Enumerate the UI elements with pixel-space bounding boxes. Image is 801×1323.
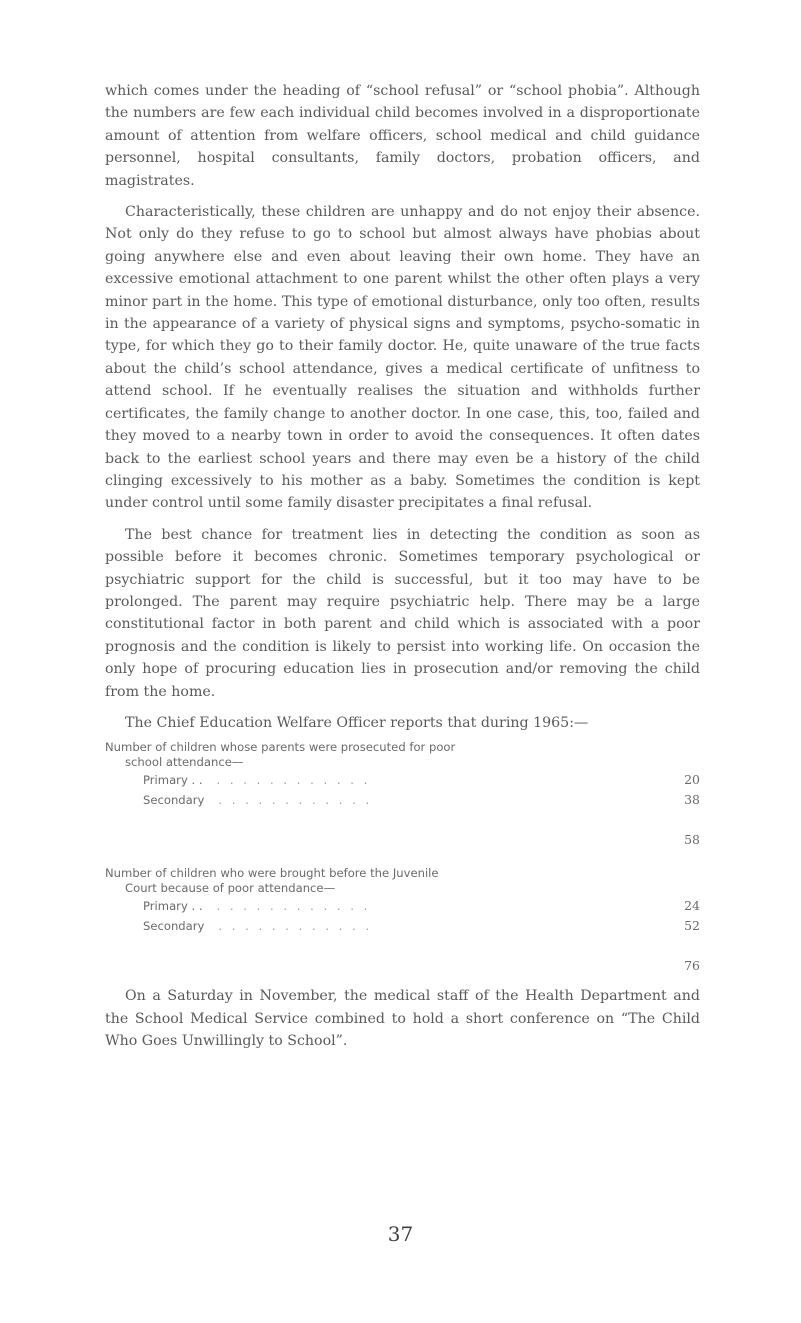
paragraph-school-refusal: which comes under the heading of “school refusal” or “school phobia”. Although the numbers are few each individual child becomes involved in a disproportionate amount of attention from welfare officers, school medical and child guidance personnel, hospital consultants, family doctors, probation officers, and magistrates.	[105, 83, 700, 189]
paragraph-characteristics: Characteristically, these children are unhappy and do not enjoy their absence. Not only do they refuse to go to school but almost always have phobias about going anywhere else and even about leaving their own home. They have an excessive emotional attachment to one parent whilst the other often plays a very minor part in the home. This type of emotional disturbance, only too often, results in the appearance of a variety of physical signs and symptoms, psycho-somatic in type, for which they go to their family doctor. He, quite unaware of the true facts about the child’s school attendance, gives a medical certificate of unfitness to attend school. If he eventually realises the situation and withholds further certificates, the family change to another doctor. In one case, this, too, failed and they moved to a nearby town in order to avoid the consequences. It often dates back to the earliest school years and there may even be a history of the child clinging excessively to his mother as a baby. Sometimes the condition is kept under control until some family disaster precipitates a final refusal.	[105, 204, 700, 512]
row-label: Secondary	[143, 919, 205, 934]
row-value: 24	[684, 898, 700, 914]
table-caption: Number of children whose parents were prosecuted for poor	[105, 740, 456, 755]
row-leader: . . . . . . . . . . . .	[218, 919, 373, 934]
table-caption: Number of children who were brought before the Juvenile	[105, 866, 439, 881]
table-total: 58	[684, 832, 700, 848]
juvenile-court-table	[105, 866, 700, 976]
row-leader: . . . . . . . . . . . .	[218, 793, 373, 808]
row-leader: . . . . . . . . . . . .	[216, 773, 371, 788]
paragraph-treatment: The best chance for treatment lies in detecting the condition as soon as possible before it becomes chronic. Sometimes temporary psychological or psychiatric support for the child is successful, but it too may have to be prolonged. The parent may require psychiatric help. There may be a large constitutional factor in both parent and child which is associated with a poor prognosis and the condition is likely to persist into working life. On occasion the only hope of procuring education lies in prosecution and/or removing the child from the home.	[105, 526, 700, 700]
table-caption-continued: Court because of poor attendance—	[125, 881, 336, 896]
table-row	[105, 896, 700, 916]
row-leader: . . . . . . . . . . . .	[216, 899, 371, 914]
page-content	[105, 80, 700, 1053]
paragraph-welfare-report: The Chief Education Welfare Officer reports that during 1965:—	[125, 714, 589, 731]
prosecutions-table	[105, 740, 700, 850]
row-label: Primary . .	[143, 899, 203, 914]
row-label: Primary . .	[143, 773, 203, 788]
row-label: Secondary	[143, 793, 205, 808]
row-value: 38	[684, 792, 700, 808]
page-number: 37	[387, 1222, 414, 1246]
row-value: 20	[684, 772, 700, 788]
table-row	[105, 790, 700, 810]
row-value: 52	[684, 918, 700, 934]
table-row	[105, 916, 700, 936]
table-row	[105, 770, 700, 790]
table-caption-continued: school attendance—	[125, 755, 244, 770]
table-total: 76	[684, 958, 700, 974]
paragraph-conference: On a Saturday in November, the medical staff of the Health Department and the School Medical Service combined to hold a short conference on “The Child Who Goes Unwillingly to School”.	[105, 988, 700, 1050]
